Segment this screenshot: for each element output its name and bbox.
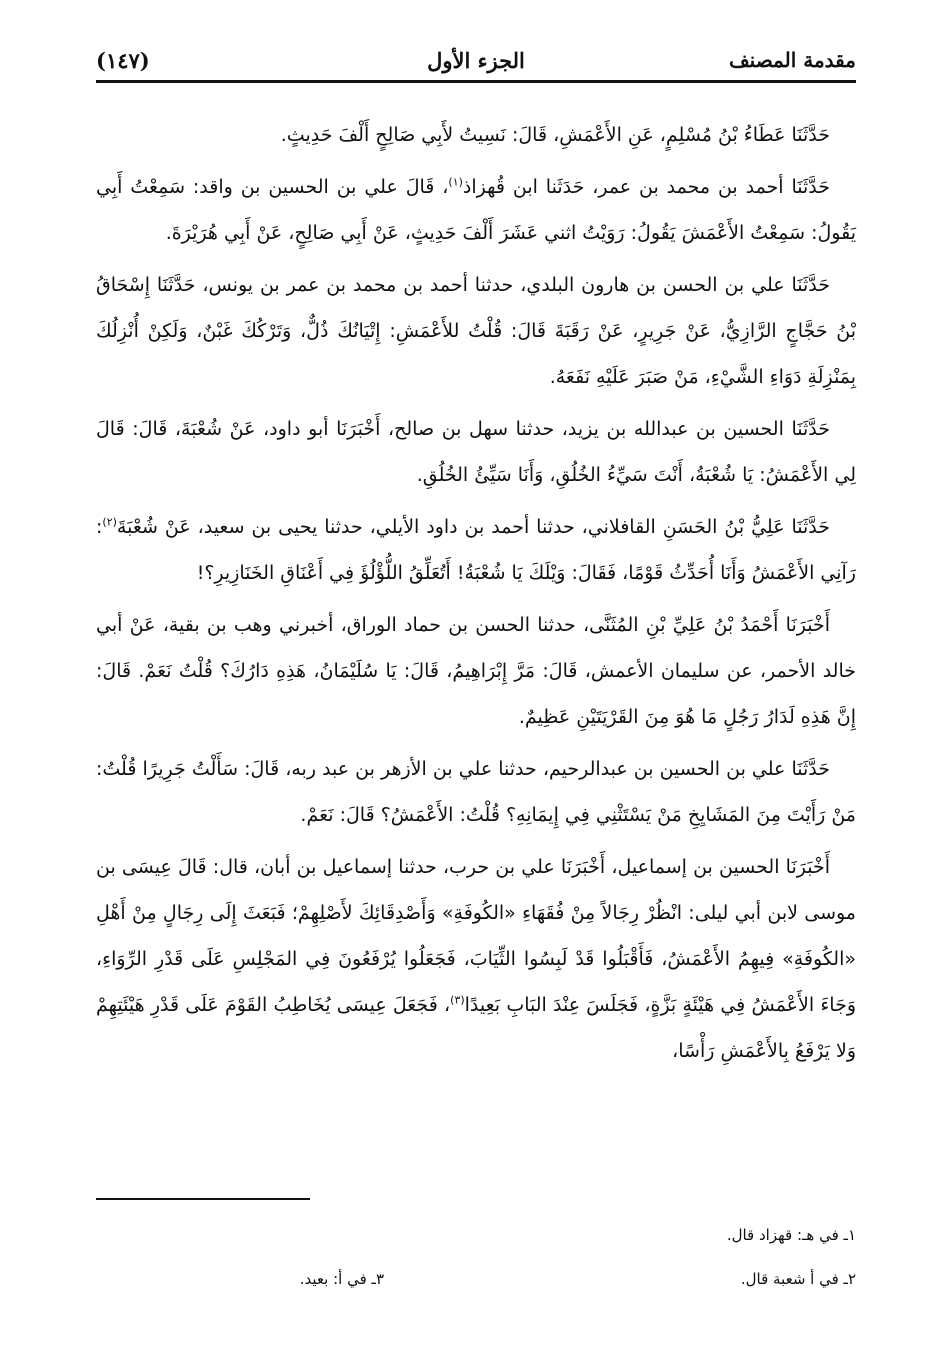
footnote-marker: (٣): [450, 993, 465, 1007]
footnote-2: ٢ـ في أ شعبة قال.: [740, 1270, 856, 1288]
paragraph: حَدَّثَنَا علي بن الحسين بن عبدالرحيم، حدثنا علي بن الأزهر بن عبد ربه، قَالَ: سَأَلْتُ جَرِيرًا قُلْتُ: مَنْ رَأَيْتَ مِنَ المَشَايِخِ مَنْ يَسْتَثْنِي فِي إِيمَانِهِ؟ قُلْتُ: الأَعْمَشُ؟ قَالَ: نَعَمْ.: [96, 758, 856, 826]
footnote-marker: (١): [448, 175, 463, 189]
running-head-section: مقدمة المصنف: [728, 48, 856, 72]
paragraph: أَخْبَرَنَا أَحْمَدُ بْنُ عَلِيِّ بْنِ المُثَنَّى، حدثنا الحسن بن حماد الوراق، أخبرني وهب بن بقية، عَنْ أبي خالد الأحمر، عن سليمان الأعمش، قَالَ: مَرَّ إِبْرَاهِيمُ، قَالَ: يَا سُلَيْمَانُ، هَذِهِ دَارُكَ؟ قُلْتُ نَعَمْ. قَالَ: إِنَّ هَذِهِ لَدَارُ رَجُلٍ مَا هُوَ مِنَ القَرْيَتَيْنِ عَظِيمٌ.: [96, 614, 856, 728]
paragraph: حَدَّثَنَا الحسين بن عبدالله بن يزيد، حدثنا سهل بن صالح، أَخْبَرَنَا أبو داود، عَنْ شُعْبَةَ، قَالَ: قَالَ لِي الأَعْمَشُ: يَا شُعْبَةُ، أَنْتَ سَيِّءُ الخُلُقِ، وَأَنَا سَيِّئُ الخُلُقِ.: [96, 418, 856, 486]
header-rule: [96, 80, 856, 83]
footnote-separator: [96, 1198, 310, 1200]
paragraph: حَدَّثَنَا عَلِيُّ بْنُ الحَسَنِ القافلاني، حدثنا أحمد بن داود الأيلي، حدثنا يحيى بن سعيد، عَنْ شُعْبَةَ$^{(٢)}$: رَآنِي الأَعْمَشُ وَأَنَا أُحَدِّثُ قَوْمًا، فَقَالَ: وَيْلَكَ يَا شُعْبَةُ! أَتُعَلِّقُ اللُّؤْلُؤَ فِي أَعْنَاقِ الخَنَازِيرِ؟!: [96, 515, 856, 584]
page-header: [96, 44, 856, 84]
page-number: (١٤٧): [96, 48, 150, 73]
paragraph: حَدَّثَنَا علي بن الحسن بن هارون البلدي، حدثنا أحمد بن محمد بن عمر بن يونس، حَدَّثَنَا إِسْحَاقُ بْنُ حَجَّاجٍ الرَّازِيُّ، عَنْ جَرِيرٍ، عَنْ رَقَبَةَ قَالَ: قُلْتُ للأَعْمَشِ: إِتْيَانُكَ ذُلٌّ، وَتَرْكُكَ غَبْنٌ، وَلَكِنْ أُنْزِلُكَ بِمَنْزِلَةِ دَوَاءِ الشَّيْءِ، مَنْ صَبَرَ عَلَيْهِ نَفَعَهُ.: [96, 274, 856, 388]
paragraph: أَخْبَرَنَا الحسين بن إسماعيل، أَخْبَرَنَا علي بن حرب، حدثنا إسماعيل بن أبان، قال: قَالَ عِيسَى بن موسى لابن أبي ليلى: انْظُرْ رِجَالاً مِنْ فُقَهَاءِ «الكُوفَةِ» وَأَصْدِقَائِكَ لأَصْلِهِمْ؛ فَبَعَثَ إِلَى رِجَالٍ مِنْ أَهْلِ «الكُوفَةِ» فِيهِمُ الأَعْمَشُ، فَأَقْبَلُوا قَدْ لَبِسُوا الثِّيَابَ، فَجَعَلُوا يُرْفَعُونَ فِي المَجْلِسِ عَلَى قَدْرِ الرِّوَاءِ، وَجَاءَ الأَعْمَشُ فِي هَيْئَةٍ بَزَّةٍ، فَجَلَسَ عِنْدَ البَابِ بَعِيدًا$^{(٣)}$، فَجَعَلَ عِيسَى يُخَاطِبُ القَوْمَ عَلَى قَدْرِ هَيْئَتِهِمْ وَلا يَرْفَعُ بِالأَعْمَشِ رَأْسًا،: [96, 856, 856, 1062]
paragraph: حَدَّثَنَا أحمد بن محمد بن عمر، حَدَثَنا ابن قُهزاذ$^{(١)}$، قَالَ علي بن الحسين بن واقد: سَمِعْتُ أَبِي يَقُولُ: سَمِعْتُ الأَعْمَشَ يَقُولُ: رَوَيْتُ اثني عَشَرَ أَلْفَ حَدِيثٍ، عَنْ أَبِي صَالِحٍ، عَنْ أَبِي هُرَيْرَةَ.: [96, 175, 856, 244]
paragraph: حَدَّثَنَا عَطَاءُ بْنُ مُسْلِمٍ، عَنِ الأَعْمَشِ، قَالَ: نَسِيتُ لأَبِي صَالِحٍ أَلْفَ حَدِيثٍ.: [280, 124, 830, 146]
footnote-1: ١ـ في هـ: قهزاد قال.: [726, 1226, 856, 1244]
footnote-marker: (٢): [102, 515, 117, 529]
footnote-3: ٣ـ في أ: بعيد.: [299, 1270, 384, 1288]
main-text: [96, 112, 856, 1080]
running-head-volume: الجزء الأول: [427, 48, 525, 73]
